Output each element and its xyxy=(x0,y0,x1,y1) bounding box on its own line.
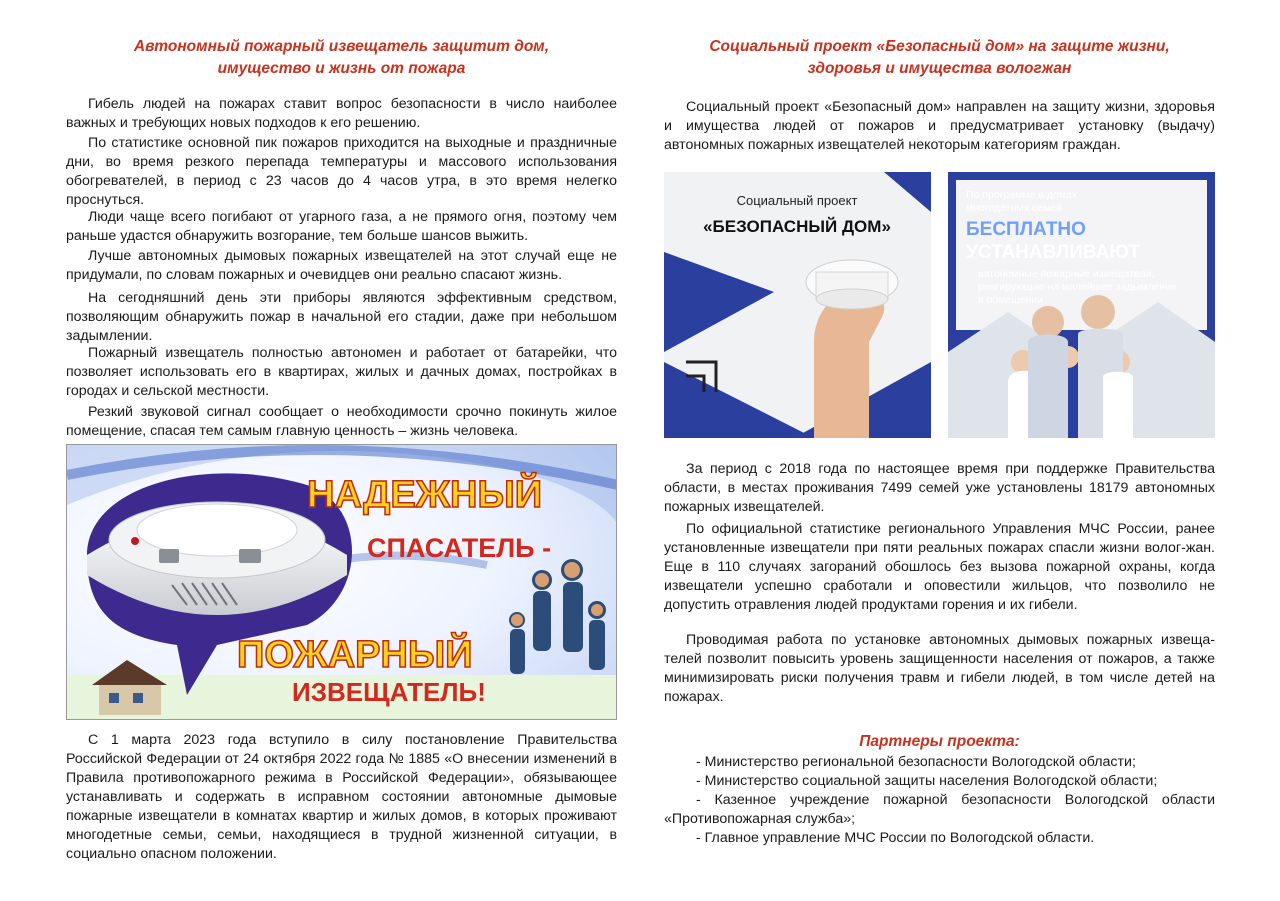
project-card-art xyxy=(664,172,931,438)
partners-title: Партнеры проекта: xyxy=(859,733,1020,750)
left-paragraph-5: На сегодняшний день эти приборы являются эффективным средством, позволяющим обнаружить пожар в начальной его стадии, даже при небольшом задымлении. xyxy=(66,290,617,344)
partners-list xyxy=(664,753,1215,848)
card2-line4: УСТАНАВЛИВАЮТ xyxy=(966,242,1141,263)
right-paragraph-2: По официальной статистике регионального Управления МЧС России, ранее установленные извещатели при пяти реальных пожарах спасли жизни волог-жан. Еще в 110 случаях загораний обошлось без вызова пожарной охраны, когда извещатели успешно сработали и оповестили жильцов, что позволило не допустить отравления людей продуктами горения и их гибели. xyxy=(664,521,1215,613)
banner-line4: ИЗВЕЩАТЕЛЬ! xyxy=(292,677,486,707)
card2-line2: многодетных семей xyxy=(966,202,1063,214)
banner-art xyxy=(67,445,617,720)
left-title xyxy=(66,36,617,80)
banner-line1: НАДЕЖНЫЙ xyxy=(307,474,543,516)
partner-item: - Казенное учреждение пожарной безопасности Вологодской области «Противопожарная служба»; xyxy=(664,792,1215,827)
left-bottom-paragraph: С 1 марта 2023 года вступило в силу постановление Правительства Российской Федерации от 24 октября 2022 года № 1885 «О внесении изменений в Правила противопожарного режима в Российской Федерации», обязывающее устанавливать и содержать в исправном состоянии автономные дымовые пожарные извещатели в комнатах квартир и жилых домов, в которых проживают многодетные семьи, семьи, находящиеся в трудной жизненной ситуации, в социально опасном положении. xyxy=(66,732,617,862)
left-paragraph-3: Люди чаще всего погибают от угарного газа, а не прямого огня, поэтому чем раньше удастся обнаружить возгорание, тем больше шансов выжить. xyxy=(66,209,617,244)
left-paragraph-2: По статистике основной пик пожаров приходится на выходные и праздничные дни, во время резкого перепада температуры и массового использования обогревателей, в период с 23 часов до 4 часов утра, в это время нелегко проснуться. xyxy=(66,135,617,208)
partner-item: - Министерство социальной защиты населения Вологодской области; xyxy=(696,773,1158,789)
smoke-detector-banner xyxy=(66,444,617,720)
right-title xyxy=(664,36,1215,80)
banner-line2: СПАСАТЕЛЬ - xyxy=(367,533,552,563)
project-card-image xyxy=(664,172,931,438)
program-card-image xyxy=(948,172,1215,438)
card1-line1: Социальный проект xyxy=(736,193,858,208)
left-title-line2: имущество и жизнь от пожара xyxy=(217,60,466,77)
partner-item: - Министерство региональной безопасности Вологодской области; xyxy=(696,754,1136,770)
right-title-line2: здоровья и имущества вологжан xyxy=(807,60,1072,77)
banner-line3: ПОЖАРНЫЙ xyxy=(237,634,473,676)
right-intro-paragraph: Социальный проект «Безопасный дом» направлен на защиту жизни, здоровья и имущества людей от пожаров и предусматривает установку (выдачу) автономных пожарных извещателей некоторым категориям граждан. xyxy=(664,99,1215,153)
card2-line6: реагирующие на малейшее задымление xyxy=(978,281,1177,293)
left-title-line1: Автономный пожарный извещатель защитит дом, xyxy=(133,38,550,55)
left-paragraph-7: Резкий звуковой сигнал сообщает о необходимости срочно покинуть жилое помещение, спасая тем самым главную ценность – жизнь человека. xyxy=(66,404,617,439)
right-paragraph-1: За период с 2018 года по настоящее время при поддержке Правительства области, в местах проживания 7499 семей уже установлены 18179 автономных пожарных извещателей. xyxy=(664,461,1215,515)
card2-line5: автономные пожарные извещатели, xyxy=(978,268,1155,280)
left-paragraph-1: Гибель людей на пожарах ставит вопрос безопасности в число наиболее важных и требующих новых подходов к его решению. xyxy=(66,96,617,131)
card2-line1: По программе в домах xyxy=(966,189,1078,201)
card2-line3: БЕСПЛАТНО xyxy=(966,219,1086,240)
partner-item: - Главное управление МЧС России по Вологодской области. xyxy=(696,830,1095,846)
card2-line7: в помещении xyxy=(978,294,1043,306)
program-card-art xyxy=(948,172,1215,438)
left-paragraph-6: Пожарный извещатель полностью автономен и работает от батарейки, что позволяет использовать его в квартирах, жилых и дачных домах, постройках в городах и сельской местности. xyxy=(66,345,617,399)
right-title-line1: Социальный проект «Безопасный дом» на защите жизни, xyxy=(709,38,1170,55)
right-paragraph-3: Проводимая работа по установке автономных дымовых пожарных извеща-телей позволит повысить уровень защищенности населения от пожаров, а также минимизировать риски получения травм и гибели людей, в том числе детей на пожарах. xyxy=(664,632,1215,705)
left-paragraph-4: Лучше автономных дымовых пожарных извещателей на этот случай еще не придумали, по словам пожарных и очевидцев они реально спасают жизнь. xyxy=(66,248,617,283)
card1-line2: «БЕЗОПАСНЫЙ ДОМ» xyxy=(703,217,891,236)
